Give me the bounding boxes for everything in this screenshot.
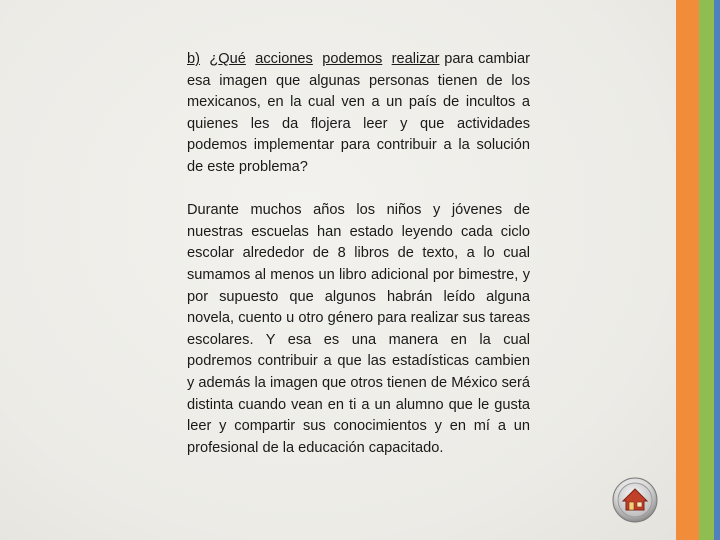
- question-paragraph: [187, 49, 530, 179]
- home-icon: [612, 477, 658, 523]
- question-word-2: acciones: [255, 51, 313, 67]
- slide-text: [187, 49, 530, 459]
- question-word-4: realizar: [391, 51, 440, 67]
- stripe-blue: [714, 0, 720, 540]
- question-word-3: podemos: [322, 51, 383, 67]
- decorative-stripes: [676, 0, 720, 540]
- question-word-1: Qué: [218, 51, 246, 67]
- question-rest: para cambiar esa imagen que algunas personas tienen de los mexicanos, en la cual ven a un país de incultos a quienes les da flojera leer y que actividades podemos implementar para contribuir a la solución de este problema?: [187, 51, 531, 175]
- stripe-green: [699, 0, 714, 540]
- home-button[interactable]: [612, 477, 658, 523]
- question-opening-mark: ¿: [209, 51, 219, 67]
- question-label: b): [187, 51, 200, 67]
- stripe-orange: [676, 0, 699, 540]
- answer-paragraph: Durante muchos años los niños y jóvenes de nuestras escuelas han estado leyendo cada ciclo escolar alrededor de 8 libros de texto, a lo cual sumamos al menos un libro adicional por bimestre, y por supuesto que algunos habrán leído alguna novela, cuento u otro género para realizar sus tareas escolares. Y esa es una manera en la cual podremos contribuir a que las estadísticas cambien y además la imagen que otros tienen de México será distinta cuando vean en ti a un alumno que le gusta leer y compartir sus conocimientos y en mí a un profesional de la educación capacitado.: [187, 202, 530, 456]
